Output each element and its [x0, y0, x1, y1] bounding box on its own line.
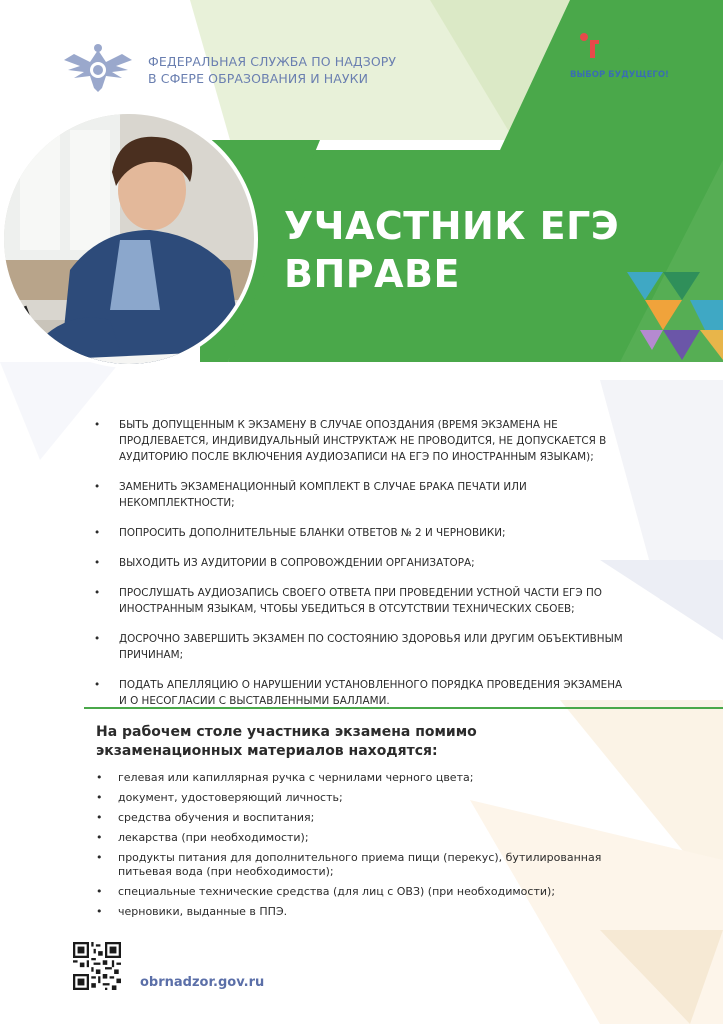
rights-item: • ПОДАТЬ АПЕЛЛЯЦИЮ О НАРУШЕНИИ УСТАНОВЛЕННОГО ПОРЯДКА ПРОВЕДЕНИЯ ЭКЗАМЕНА И О НЕСОГЛАСИИ С ВЫСТАВЛЕННЫМИ БАЛЛАМИ.: [92, 677, 632, 709]
student-photo: [0, 110, 258, 368]
qr-code-icon[interactable]: [73, 942, 121, 990]
ege-slogan: ВЫБОР БУДУЩЕГО!: [570, 70, 669, 80]
ege-logo: [570, 30, 680, 90]
section-divider: [84, 707, 723, 709]
desk-item: • черновики, выданные в ППЭ.: [96, 905, 636, 919]
desk-title: На рабочем столе участника экзамена помимо экзаменационных материалов находятся:: [96, 724, 477, 759]
headline-line2: ВПРАВЕ: [284, 252, 460, 296]
ege-logo-text: ЕГЭ: [607, 32, 654, 58]
agency-name-line2: В СФЕРЕ ОБРАЗОВАНИЯ И НАУКИ: [148, 71, 369, 86]
headline-line1: УЧАСТНИК ЕГЭ: [284, 204, 620, 248]
desk-item: • документ, удостоверяющий личность;: [96, 791, 636, 805]
agency-header: [60, 40, 396, 100]
desk-item: • специальные технические средства (для лиц с ОВЗ) (при необходимости);: [96, 885, 636, 899]
emblem-icon: [60, 40, 136, 100]
desk-item: • средства обучения и воспитания;: [96, 811, 636, 825]
rights-item: • ВЫХОДИТЬ ИЗ АУДИТОРИИ В СОПРОВОЖДЕНИИ ОРГАНИЗАТОРА;: [92, 555, 632, 571]
desk-item: • продукты питания для дополнительного приема пищи (перекус), бутилированная питьевая вода (при необходимости);: [96, 851, 636, 879]
ege-mark-icon: [575, 30, 605, 60]
desk-items-list: [96, 771, 636, 925]
website-link[interactable]: obrnadzor.gov.ru: [140, 975, 265, 990]
agency-name-line1: ФЕДЕРАЛЬНАЯ СЛУЖБА ПО НАДЗОРУ: [148, 54, 397, 69]
rights-item: • ДОСРОЧНО ЗАВЕРШИТЬ ЭКЗАМЕН ПО СОСТОЯНИЮ ЗДОРОВЬЯ ИЛИ ДРУГИМ ОБЪЕКТИВНЫМ ПРИЧИНАМ;: [92, 631, 632, 663]
desk-item: • лекарства (при необходимости);: [96, 831, 636, 845]
agency-name: [148, 53, 396, 87]
rights-item: • ПОПРОСИТЬ ДОПОЛНИТЕЛЬНЫЕ БЛАНКИ ОТВЕТОВ № 2 И ЧЕРНОВИКИ;: [92, 525, 632, 541]
desk-item: • гелевая или капиллярная ручка с чернилами черного цвета;: [96, 771, 636, 785]
headline: [284, 202, 619, 298]
rights-item: • ЗАМЕНИТЬ ЭКЗАМЕНАЦИОННЫЙ КОМПЛЕКТ В СЛУЧАЕ БРАКА ПЕЧАТИ ИЛИ НЕКОМПЛЕКТНОСТИ;: [92, 479, 632, 511]
rights-item: • ПРОСЛУШАТЬ АУДИОЗАПИСЬ СВОЕГО ОТВЕТА ПРИ ПРОВЕДЕНИИ УСТНОЙ ЧАСТИ ЕГЭ ПО ИНОСТРАННЫМ ЯЗЫКАМ, ЧТОБЫ УБЕДИТЬСЯ В ОТСУТСТВИИ ТЕХНИЧЕСКИХ СБОЕВ;: [92, 585, 632, 617]
rights-list: [92, 417, 632, 723]
rights-item: • БЫТЬ ДОПУЩЕННЫМ К ЭКЗАМЕНУ В СЛУЧАЕ ОПОЗДАНИЯ (ВРЕМЯ ЭКЗАМЕНА НЕ ПРОДЛЕВАЕТСЯ, ИНДИВИДУАЛЬНЫЙ ИНСТРУКТАЖ НЕ ПРОВОДИТСЯ, НЕ ДОПУСКАЕТСЯ В АУДИТОРИЮ ПОСЛЕ ВКЛЮЧЕНИЯ АУДИОЗАПИСИ НА ЕГЭ ПО ИНОСТРАННЫМ ЯЗЫКАМ);: [92, 417, 632, 465]
